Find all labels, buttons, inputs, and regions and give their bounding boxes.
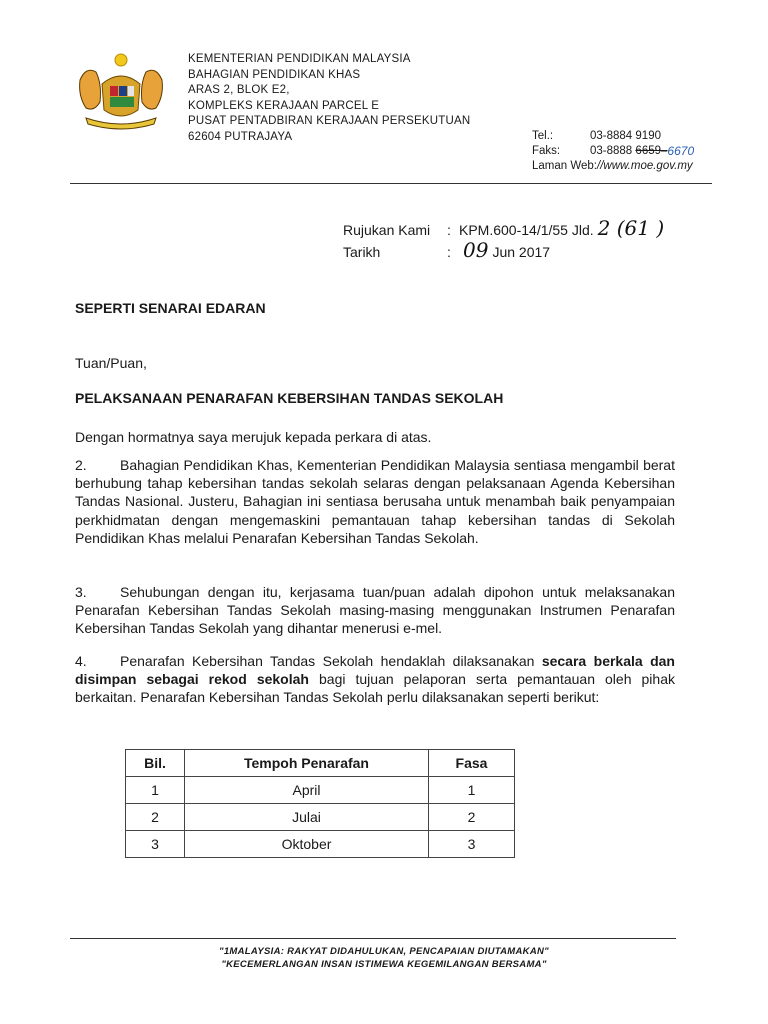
reference-block xyxy=(343,218,668,262)
table-cell: Oktober xyxy=(185,831,429,858)
table-cell: April xyxy=(185,777,429,804)
paragraph-number: 3. xyxy=(75,584,87,600)
address-line: ARAS 2, BLOK E2, xyxy=(188,84,290,97)
footer-motto xyxy=(0,945,768,971)
ministry-address xyxy=(188,52,470,146)
paragraph-text: Bahagian Pendidikan Khas, Kementerian Pendidikan Malaysia sentiasa mengambil berat berhubung tahap kebersihan tandas sekolah selaras dengan pelaksanaan Agenda Kebersihan Tandas Nasional. Justeru, Bahagian ini sentiasa berusaha untuk menambah baik penyampaian perkhidmatan dengan mengemaskini pemantauan tahap kebersihan tandas di Sekolah Pendidikan Khas melalui Penarafan Kebersihan Tandas Sekolah. xyxy=(75,457,675,546)
table-cell: 1 xyxy=(126,777,185,804)
table-cell: Julai xyxy=(185,804,429,831)
address-line: KEMENTERIAN PENDIDIKAN MALAYSIA xyxy=(188,53,411,65)
fax-label: Faks: xyxy=(532,145,561,157)
fax-handwritten-number: 6670 xyxy=(667,144,695,158)
paragraph-text: Penarafan Kebersihan Tandas Sekolah hendaklah dilaksanakan xyxy=(120,653,542,669)
letter-subject: PELAKSANAAN PENARAFAN KEBERSIHAN TANDAS SEKOLAH xyxy=(75,390,504,406)
tarikh-row: Tarikh : 09 Jun 2017 xyxy=(343,238,551,262)
header-divider xyxy=(70,183,712,184)
footer-line: "1MALAYSIA: RAKYAT DIDAHULUKAN, PENCAPAIAN DIUTAMAKAN" xyxy=(219,946,549,957)
address-line: PUSAT PENTADBIRAN KERAJAAN PERSEKUTUAN xyxy=(188,115,471,128)
web-row xyxy=(532,159,694,174)
address-line: KOMPLEKS KERAJAAN PARCEL E xyxy=(188,99,380,112)
table-cell: 2 xyxy=(429,804,515,831)
paragraph-emphasis: secara berkala dan disimpan sebagai rekod sekolah xyxy=(75,653,675,688)
coat-of-arms-logo xyxy=(72,50,170,132)
paragraph-text: bagi tujuan pelaporan serta pemantauan oleh pihak berkaitan. Penarafan Kebersihan Tandas Sekolah perlu dilaksanakan seperti berikut: xyxy=(75,671,675,706)
table-row xyxy=(126,804,515,831)
tarikh-value: Jun 2017 xyxy=(492,244,551,260)
address-line: BAHAGIAN PENDIDIKAN KHAS xyxy=(188,68,361,81)
footer-line: "KECEMERLANGAN INSAN ISTIMEWA KEGEMILANGAN BERSAMA" xyxy=(221,959,547,970)
table-cell: 3 xyxy=(126,831,185,858)
table-header: Tempoh Penarafan xyxy=(185,750,429,777)
table-header: Bil. xyxy=(126,750,185,777)
paragraph-number: 4. xyxy=(75,653,87,669)
contact-details xyxy=(532,129,694,174)
table-header-row xyxy=(126,750,515,777)
tel-label: Tel.: xyxy=(532,130,554,142)
table-cell: 2 xyxy=(126,804,185,831)
salutation: Tuan/Puan, xyxy=(75,355,147,371)
tarikh-label: Tarikh xyxy=(343,244,381,260)
address-line: 62604 PUTRAJAYA xyxy=(188,130,293,143)
table-header: Fasa xyxy=(429,750,515,777)
table-cell: 3 xyxy=(429,831,515,858)
fax-prefix: 03-8888 xyxy=(590,145,633,157)
rating-schedule-table xyxy=(125,749,515,858)
fax-row: Faks: 03-8888 6659 – 6670 xyxy=(532,144,695,158)
rujukan-value: KPM.600-14/1/55 Jld. xyxy=(459,222,594,238)
paragraph-text: Sehubungan dengan itu, kerjasama tuan/puan adalah dipohon untuk melaksanakan Penarafan Kebersihan Tandas Sekolah masing-masing menggunakan Instrumen Penarafan Kebersihan Tandas Sekolah yang dihantar menerusi e-mel. xyxy=(75,584,675,637)
table-row xyxy=(126,777,515,804)
paragraph-3 xyxy=(75,583,675,638)
fax-struck-number: 6659 xyxy=(635,145,662,157)
paragraph-2 xyxy=(75,456,675,547)
table-cell: 1 xyxy=(429,777,515,804)
web-label: Laman Web: xyxy=(532,160,597,172)
paragraph-4 xyxy=(75,652,675,707)
rujukan-label: Rujukan Kami xyxy=(343,222,431,238)
rujukan-handwritten: 2 (61 ) xyxy=(597,216,665,240)
recipient-line: SEPERTI SENARAI EDARAN xyxy=(75,300,266,316)
paragraph-number: 2. xyxy=(75,457,87,473)
tel-value: 03-8884 9190 xyxy=(590,130,661,142)
tarikh-handwritten-day: 09 xyxy=(463,238,489,262)
opening-paragraph: Dengan hormatnya saya merujuk kepada perkara di atas. xyxy=(75,429,432,445)
footer-divider xyxy=(70,938,676,939)
web-url: //www.moe.gov.my xyxy=(597,160,693,172)
tel-row xyxy=(532,129,694,144)
rujukan-row: Rujukan Kami : KPM.600-14/1/55 Jld. 2 (61 ) xyxy=(343,216,665,240)
table-row xyxy=(126,831,515,858)
